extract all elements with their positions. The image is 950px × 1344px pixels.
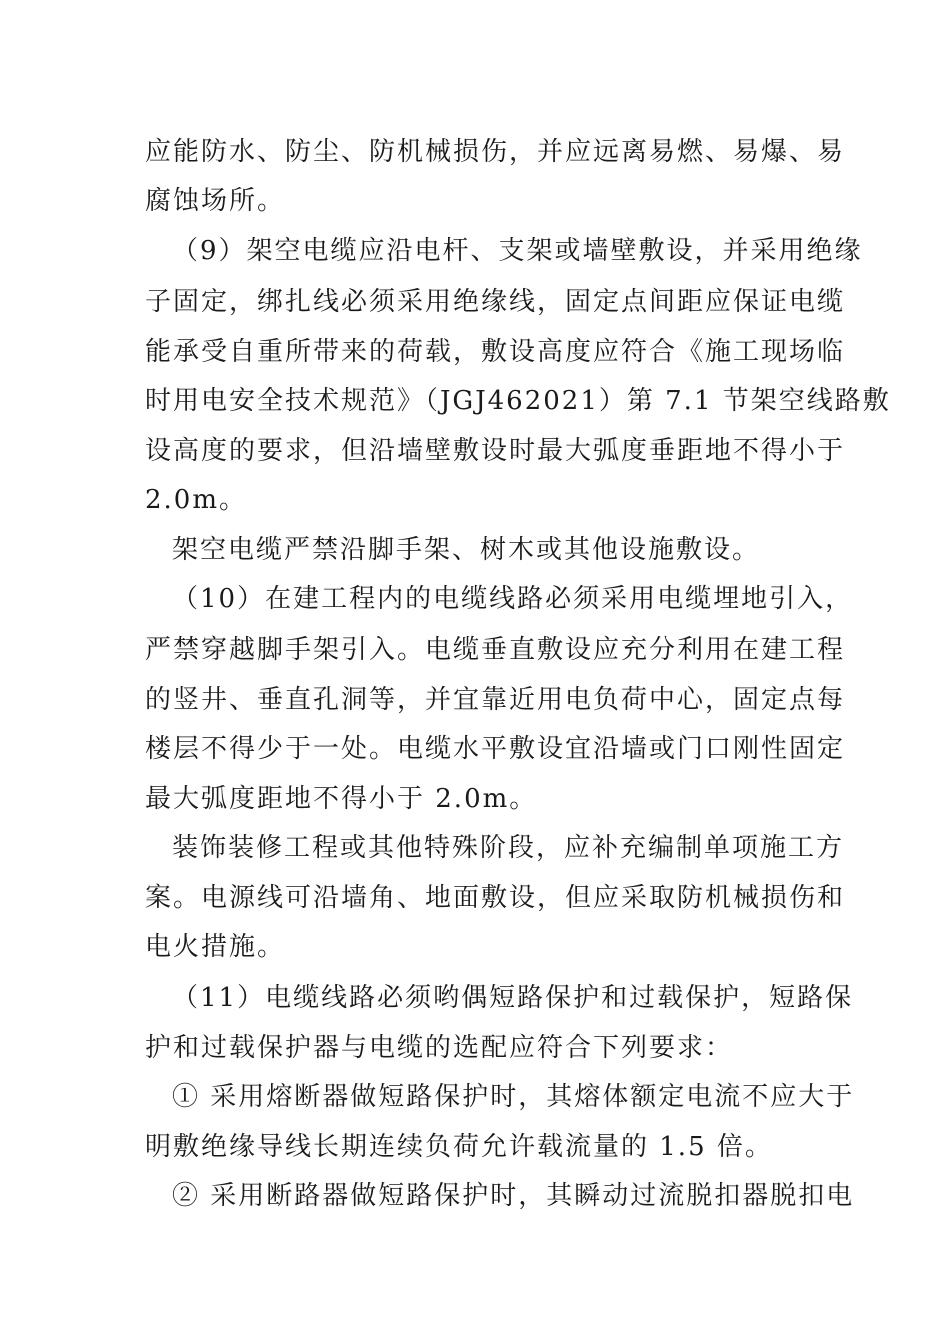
text-line: 电火措施。 — [145, 932, 286, 962]
text-line: 时用电安全技术规范》（JGJ462021）第 7.1 节架空线路敷 — [145, 386, 891, 416]
text-line: 护和过载保护器与电缆的选配应符合下列要求： — [145, 1033, 734, 1063]
text-line: （11）电缆线路必须哟偶短路保护和过载保护，短路保 — [172, 983, 854, 1013]
text-line: 子固定，绑扎线必须采用绝缘线，固定点间距应保证电缆 — [145, 287, 846, 317]
text-line: 腐蚀场所。 — [145, 186, 286, 216]
text-line: 严禁穿越脚手架引入。电缆垂直敷设应充分利用在建工程 — [145, 635, 846, 665]
text-line: ① 采用熔断器做短路保护时，其熔体额定电流不应大于 — [172, 1082, 855, 1112]
text-line: 设高度的要求，但沿墙壁敷设时最大弧度垂距地不得小于 — [145, 436, 846, 466]
text-line: （9）架空电缆应沿电杆、支架或墙壁敷设，并采用绝缘 — [172, 236, 863, 266]
text-line: 能承受自重所带来的荷载，敷设高度应符合《施工现场临 — [145, 337, 846, 367]
text-line: 最大弧度距地不得小于 2.0m。 — [145, 784, 538, 814]
text-line: 楼层不得少于一处。电缆水平敷设宜沿墙或门口刚性固定 — [145, 734, 846, 764]
text-line: ② 采用断路器做短路保护时，其瞬动过流脱扣器脱扣电 — [172, 1181, 855, 1211]
text-line: 装饰装修工程或其他特殊阶段，应补充编制单项施工方 — [172, 833, 845, 863]
text-line: （10）在建工程内的电缆线路必须采用电缆埋地引入， — [172, 584, 854, 614]
text-line: 的竖井、垂直孔洞等，并宜靠近用电负荷中心，固定点每 — [145, 685, 846, 715]
text-line: 架空电缆严禁沿脚手架、树木或其他设施敷设。 — [172, 535, 761, 565]
text-line: 应能防水、防尘、防机械损伤，并应远离易燃、易爆、易 — [145, 137, 846, 167]
text-line: 2.0m。 — [145, 485, 248, 515]
text-line: 明敷绝缘导线长期连续负荷允许载流量的 1.5 倍。 — [145, 1132, 773, 1162]
text-line: 案。电源线可沿墙角、地面敷设，但应采取防机械损伤和 — [145, 883, 846, 913]
